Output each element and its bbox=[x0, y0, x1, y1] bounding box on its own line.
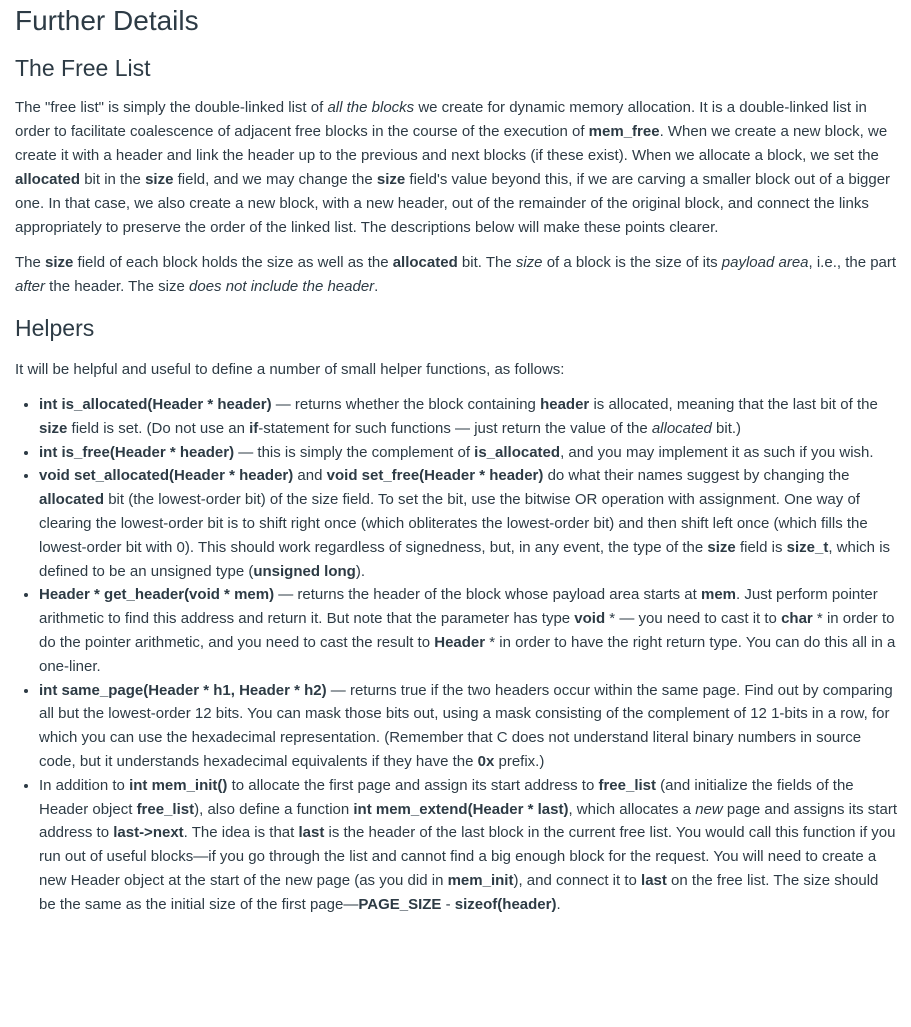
text-run: is allocated, meaning that the last bit of the bbox=[589, 396, 878, 413]
bold-term: void set_free(Header * header) bbox=[326, 467, 544, 485]
bold-term: header bbox=[540, 396, 590, 413]
free-list-paragraph-1 bbox=[15, 96, 897, 240]
text-run: bit in the bbox=[80, 171, 146, 188]
text-run: * in order to do the pointer arithmetic, and you need to cast the result to bbox=[39, 610, 895, 651]
bold-term: free_list bbox=[598, 776, 657, 794]
text-run: — returns the header of the block whose payload area starts at bbox=[274, 586, 701, 604]
text-run: (and initialize the fields of the Header object bbox=[39, 776, 854, 818]
bold-term: void set_allocated(Header * header) bbox=[39, 467, 294, 485]
bold-term: Header * get_header(void * mem) bbox=[39, 586, 275, 604]
bold-term: size_t bbox=[786, 538, 829, 556]
bold-term: if bbox=[249, 419, 259, 437]
text-run: The bbox=[15, 254, 46, 271]
list-item bbox=[39, 464, 897, 583]
bold-term: free_list bbox=[136, 800, 195, 818]
bold-term: sizeof(header) bbox=[454, 895, 557, 913]
bold-term: int same_page(Header * h1, Header * h2) bbox=[39, 681, 327, 699]
text-run: do what their names suggest by changing the bbox=[543, 467, 850, 485]
bold-term: int is_free(Header * header) bbox=[39, 443, 235, 461]
text-run: we create for dynamic memory allocation. It is a double-linked list in order to facilitate coalescence of adjacent free blocks in the course of the execution of bbox=[15, 99, 867, 140]
text-run: , which allocates a bbox=[568, 800, 696, 818]
bold-term: allocated bbox=[15, 171, 81, 188]
text-run: . When we create a new block, we create it with a header and link the header up to the previous and next blocks (if these exist). When we allocate a block, we set the bbox=[15, 123, 888, 164]
text-run: . The idea is that bbox=[183, 824, 299, 842]
emphasis-text: does not include the header bbox=[189, 278, 375, 295]
text-run: , which is defined to be an unsigned type ( bbox=[39, 538, 891, 580]
emphasis-text: payload area bbox=[721, 254, 809, 271]
text-run: — this is simply the complement of bbox=[234, 443, 475, 461]
page-title: Further Details bbox=[15, 5, 199, 36]
text-run: - bbox=[441, 895, 455, 913]
text-run: page and assigns its start address to bbox=[39, 800, 897, 842]
text-run: field is set. (Do not use an bbox=[67, 419, 250, 437]
bold-term: Header bbox=[434, 633, 486, 651]
bold-term: last->next bbox=[113, 824, 184, 842]
text-run: — returns whether the block containing bbox=[271, 396, 541, 413]
text-run: ), and connect it to bbox=[513, 871, 642, 889]
list-item bbox=[39, 393, 897, 441]
text-run: and bbox=[293, 467, 327, 485]
text-run: bit (the lowest-order bit) of the size field. To set the bit, use the bitwise OR operation with assignment. One way of clearing the lowest-order bit is to shift right once (which obliterates the lowest-order bit) and then shift left once (which fills the lowest-order bit with 0). This should work regardless of signedness, but, in any event, the type of the bbox=[39, 491, 868, 556]
text-run: the header. The size bbox=[45, 278, 190, 295]
bold-term: unsigned long bbox=[253, 562, 356, 580]
bold-term: size bbox=[45, 254, 74, 271]
list-item bbox=[39, 441, 897, 465]
list-item bbox=[39, 583, 897, 678]
text-run: is the header of the last block in the current free list. You would call this function if you run out of useful blocks—if you go through the list and cannot find a big enough block for the request. You will need to create a new Header object at the start of the new page (as you did in bbox=[39, 824, 896, 889]
list-item bbox=[39, 679, 897, 774]
bold-term: PAGE_SIZE bbox=[358, 895, 442, 913]
bold-term: int mem_extend(Header * last) bbox=[353, 800, 569, 818]
document-page bbox=[0, 3, 911, 917]
text-run: , and you may implement it as such if you wish. bbox=[560, 443, 874, 461]
free-list-paragraph-2 bbox=[15, 251, 897, 299]
bold-term: allocated bbox=[39, 491, 105, 509]
helpers-list bbox=[15, 393, 897, 917]
bold-term: is_allocated bbox=[474, 443, 561, 461]
text-run: . Just perform pointer arithmetic to find this address and return it. But note that the parameter has type bbox=[39, 586, 878, 628]
emphasis-text: after bbox=[15, 278, 46, 295]
bold-term: char bbox=[781, 610, 813, 628]
bold-term: size bbox=[707, 538, 736, 556]
list-item bbox=[39, 774, 897, 917]
emphasis-text: allocated bbox=[651, 419, 712, 437]
bold-term: void bbox=[574, 610, 606, 628]
bold-term: size bbox=[39, 419, 68, 437]
bold-term: size bbox=[145, 171, 174, 188]
emphasis-text: size bbox=[515, 254, 543, 271]
text-run: to allocate the first page and assign its start address to bbox=[227, 776, 599, 794]
bold-term: allocated bbox=[392, 254, 458, 271]
text-run: on the free list. The size should be the same as the initial size of the first page— bbox=[39, 871, 879, 913]
text-run: , i.e., the part bbox=[808, 254, 897, 271]
text-run: of a block is the size of its bbox=[542, 254, 722, 271]
bold-term: last bbox=[298, 824, 325, 842]
bold-term: size bbox=[376, 171, 406, 188]
bold-term: 0x bbox=[477, 752, 495, 770]
helpers-intro bbox=[15, 358, 897, 382]
bold-term: mem_free bbox=[588, 123, 660, 140]
text-run: In addition to bbox=[39, 776, 130, 794]
text-run: * — you need to cast it to bbox=[605, 610, 782, 628]
text-run: ). bbox=[355, 562, 366, 580]
text-run: bit.) bbox=[711, 419, 742, 437]
text-run: . bbox=[374, 278, 379, 295]
text-run: It will be helpful and useful to define a number of small helper functions, as follows: bbox=[15, 361, 565, 378]
text-run: bit. The bbox=[457, 254, 516, 271]
section-heading-free-list: The Free List bbox=[15, 55, 151, 81]
text-run: * in order to have the right return type. You can do this all in a one-liner. bbox=[39, 633, 896, 675]
text-run: ), also define a function bbox=[194, 800, 354, 818]
bold-term: last bbox=[641, 871, 667, 889]
section-heading-helpers: Helpers bbox=[15, 315, 95, 341]
bold-term: int mem_init() bbox=[129, 776, 228, 794]
bold-term: mem_init bbox=[447, 871, 514, 889]
text-run: field, and we may change the bbox=[173, 171, 377, 188]
text-run: — returns true if the two headers occur within the same page. Find out by comparing all but the lowest-order 12 bits. You can mask those bits out, using a mask consisting of the complement of 12 1-bits in a row, for which you can use the hexadecimal representation. (Remember that C does not understand literal binary numbers in source code, but it understands hexadecimal equivalents if they have the bbox=[39, 681, 893, 770]
text-run: prefix.) bbox=[494, 752, 545, 770]
bold-term: int is_allocated(Header * header) bbox=[39, 396, 272, 413]
text-run: The "free list" is simply the double-linked list of bbox=[15, 99, 328, 116]
text-run: field is bbox=[735, 538, 787, 556]
text-run: field of each block holds the size as well as the bbox=[73, 254, 393, 271]
bold-term: mem bbox=[701, 586, 737, 604]
text-run: field's value beyond this, if we are carving a smaller block out of a bigger one. In that case, we also create a new block, with a new header, out of the remainder of the original block, and connect the links appropriately to preserve the order of the linked list. The descriptions below will make these points clearer. bbox=[15, 171, 891, 236]
text-run: -statement for such functions — just return the value of the bbox=[258, 419, 652, 437]
emphasis-text: all the blocks bbox=[327, 99, 415, 116]
text-run: . bbox=[556, 895, 561, 913]
emphasis-text: new bbox=[695, 800, 723, 818]
